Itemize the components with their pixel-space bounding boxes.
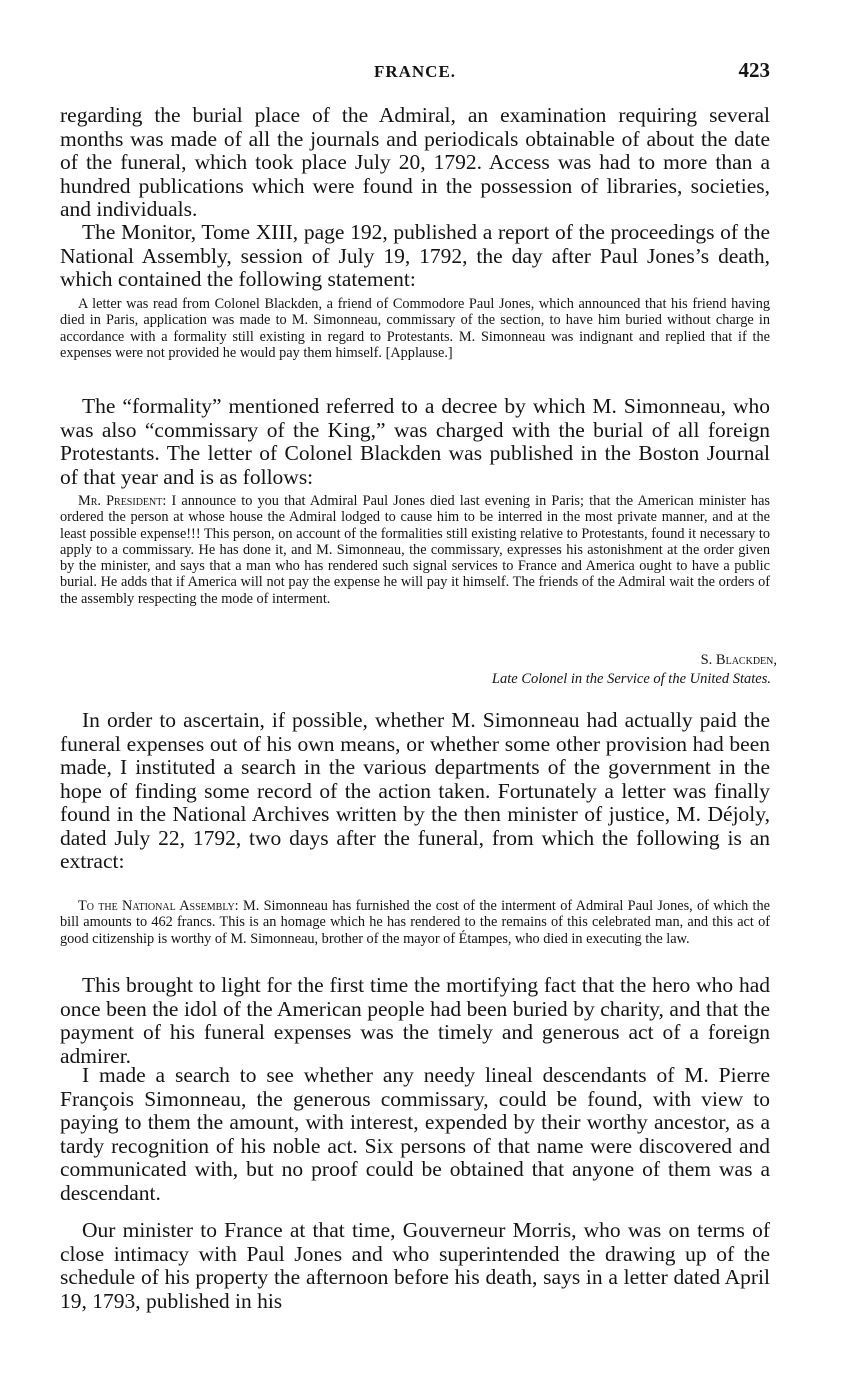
paragraph-monitor-report: The Monitor, Tome XIII, page 192, published a report of the proceedings of the National Assembly, session of July 19, 1792, the day after Paul Jones’s death, which contained the following statement: [60, 220, 770, 291]
paragraph-formality: The “formality” mentioned referred to a decree by which M. Simonneau, who was also “commissary of the King,” was charged with the burial of all foreign Protestants. The letter of Colonel Blackden was published in the Boston Journal of that year and is as follows: [60, 394, 770, 489]
running-head: FRANCE. [373, 62, 457, 81]
paragraph-ascertain: In order to ascertain, if possible, whether M. Simonneau had actually paid the funeral expenses out of his own means, or whether some other provision had been made, I instituted a search in the various departments of the government in the hope of finding some record of the action taken. Fortunately a letter was finally found in the National Archives written by the then minister of justice, M. Déjoly, dated July 22, 1792, two days after the funeral, from which the following is an extract: [60, 708, 770, 873]
signature-title: Late Colonel in the Service of the United States. [491, 671, 771, 687]
quote-body: I announce to you that Admiral Paul Jones died last evening in Paris; that the American minister has ordered the person at whose house the Admiral lodged to cause him to be interred in the most private manner, and at the least possible expense!!! This person, on account of the formalities still existing relative to Protestants, found it necessary to apply to a commissary. He has done it, and M. Simonneau, the commissary, expresses his astonishment at the order given by the minister, and says that a man who has rendered such signal services to France and America ought to have a public burial. He adds that if America will not pay the expense he will pay it himself. The friends of the Admiral wait the orders of the assembly respecting the mode of interment. [60, 493, 770, 607]
quote-body-dejoly: M. Simonneau has furnished the cost of the interment of Admiral Paul Jones, of which the bill amounts to 462 francs. This is an homage which he has rendered to the remains of this celebrated man, and this act of good citizenship is worthy of M. Simonneau, brother of the mayor of Étampes, who died in executing the law. [60, 898, 771, 947]
paragraph-descendants: I made a search to see whether any needy lineal descendants of M. Pierre François Simonneau, the generous commissary, could be found, with view to paying to them the amount, with interest, expended by their worthy ancestor, as a tardy recognition of his noble act. Six persons of that name were discovered and communicated with, but no proof could be obtained that anyone of them was a descendant. [60, 1063, 770, 1205]
paragraph-mortifying-fact: This brought to light for the first time the mortifying fact that the hero who had once been the idol of the American people had been buried by charity, and that the payment of his funeral expenses was the timely and generous act of a foreign admirer. [60, 973, 770, 1068]
quote-dejoly-letter [60, 898, 770, 947]
quote-blackden-letter [60, 493, 770, 607]
paragraph-morris: Our minister to France at that time, Gouverneur Morris, who was on terms of close intimacy with Paul Jones and who superintended the drawing up of the schedule of his property the afternoon before his death, says in a letter dated April 19, 1793, published in his [60, 1218, 770, 1313]
quote-salutation: Mr. President: [78, 493, 167, 509]
page-number: 423 [738, 58, 770, 82]
quote-assembly-report: A letter was read from Colonel Blackden, a friend of Commodore Paul Jones, which announced that his friend having died in Paris, application was made to M. Simonneau, commissary of the section, to have him buried without charge in accordance with a formality still existing in regard to Protestants. M. Simonneau was indignant and replied that if the expenses were not provided he would pay them himself. [Applause.] [60, 296, 770, 361]
signature-name: S. Blackden, [700, 652, 777, 668]
paragraph-burial-search: regarding the burial place of the Admiral, an examination requiring several months was made of all the journals and periodicals obtainable of about the date of the funeral, which took place July 20, 1792. Access was had to more than a hundred publications which were found in the possession of libraries, societies, and individuals. [60, 103, 770, 221]
quote-salutation-assembly: To the National Assembly: [78, 898, 239, 914]
page-header [60, 58, 770, 88]
